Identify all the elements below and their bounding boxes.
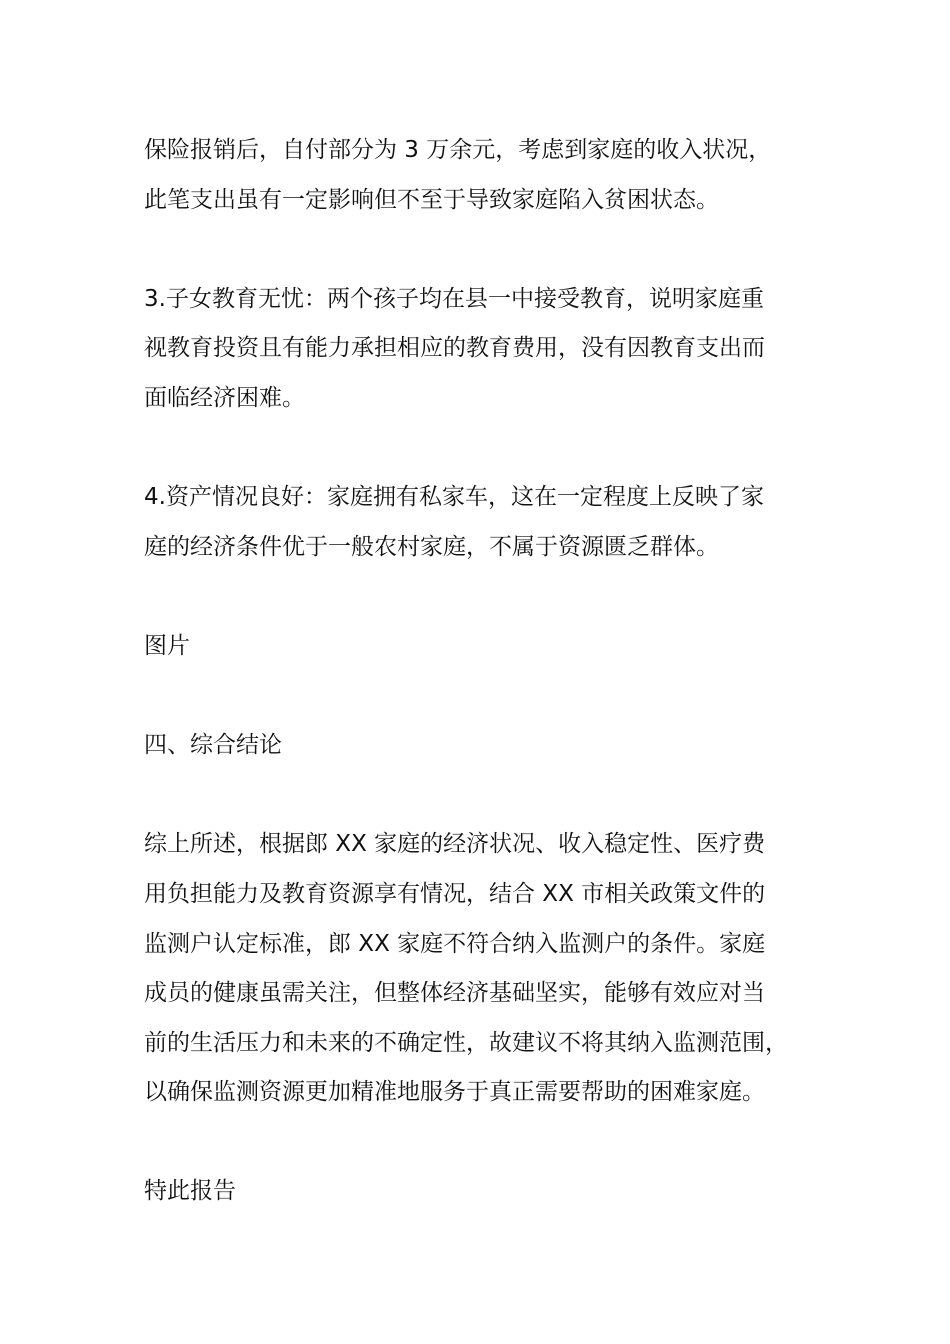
document-body (144, 126, 824, 1217)
text-line: 四、综合结论 (144, 732, 282, 759)
closing-line (144, 1167, 824, 1217)
text-line: 保险报销后，自付部分为 3 万余元，考虑到家庭的收入状况， (144, 137, 772, 163)
text-line: 3.子女教育无忧：两个孩子均在县一中接受教育，说明家庭重 (144, 285, 764, 312)
paragraph-education (144, 275, 824, 424)
text-line: 用负担能力及教育资源享有情况，结合 XX 市相关政策文件的 (144, 880, 766, 907)
text-line: 成员的健康虽需关注，但整体经济基础坚实，能够有效应对当 (144, 980, 765, 1007)
text-line: 此笔支出虽有一定影响但不至于导致家庭陷入贫困状态。 (144, 186, 719, 213)
text-line: 4.资产情况良好：家庭拥有私家车，这在一定程度上反映了家 (144, 484, 764, 511)
section-heading (144, 721, 824, 771)
text-line: 视教育投资且有能力承担相应的教育费用，没有因教育支出而 (144, 335, 765, 362)
text-line: 特此报告 (144, 1178, 236, 1205)
text-line: 以确保监测资源更加精准地服务于真正需要帮助的困难家庭。 (144, 1079, 765, 1106)
text-line: 综上所述，根据郎 XX 家庭的经济状况、收入稳定性、医疗费 (144, 831, 766, 858)
text-line: 面临经济困难。 (144, 384, 305, 411)
paragraph-medical-expense (144, 126, 824, 225)
text-line: 庭的经济条件优于一般农村家庭，不属于资源匮乏群体。 (144, 533, 719, 560)
image-placeholder-label (144, 622, 824, 672)
text-line: 监测户认定标准，郎 XX 家庭不符合纳入监测户的条件。家庭 (144, 930, 766, 957)
text-line: 图片 (144, 632, 190, 659)
paragraph-conclusion (144, 820, 824, 1118)
text-line: 前的生活压力和未来的不确定性，故建议不将其纳入监测范围， (144, 1029, 788, 1056)
paragraph-assets (144, 473, 824, 572)
